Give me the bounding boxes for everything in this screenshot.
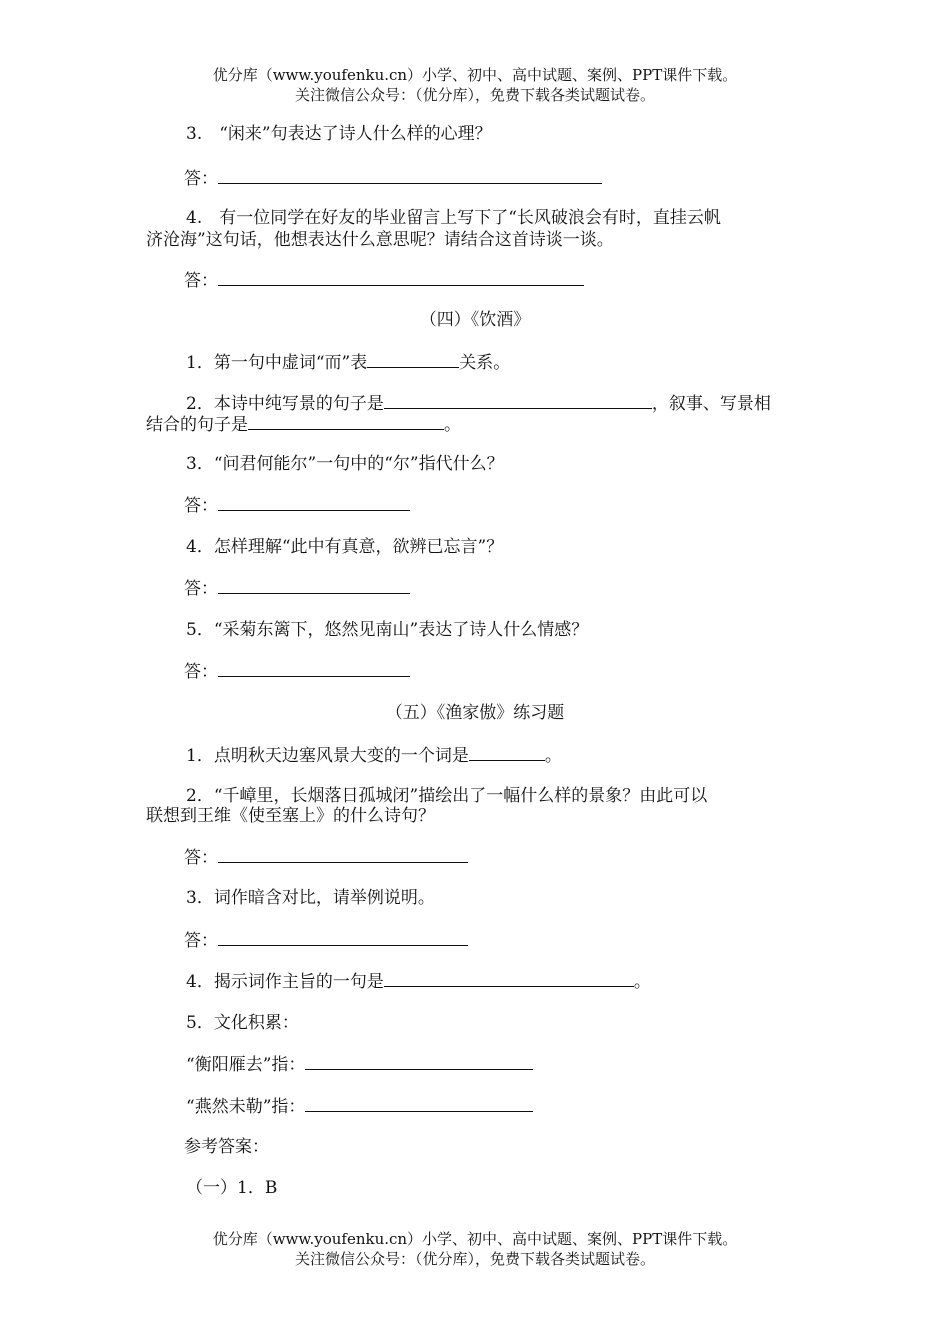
s4-q5-answer-row bbox=[184, 660, 410, 683]
s5-q2-answer-row bbox=[184, 846, 468, 869]
s5-question-3: 3．词作暗含对比，请举例说明。 bbox=[186, 888, 435, 908]
s3-q4-answer-blank[interactable] bbox=[218, 269, 584, 286]
s4-q4-answer-row bbox=[184, 577, 410, 600]
answer-label: 答： bbox=[184, 496, 218, 516]
s4-q2-blank-1[interactable] bbox=[384, 392, 652, 409]
s4-q2-blank-2[interactable] bbox=[248, 413, 444, 430]
s3-q4-answer-row bbox=[184, 269, 584, 292]
s4-q3-answer-row bbox=[184, 494, 410, 517]
answer-1: （一）1．B bbox=[186, 1178, 278, 1198]
s4-q4-answer-blank[interactable] bbox=[218, 577, 410, 594]
s3-q3-answer-row bbox=[184, 167, 602, 190]
s5-question-1 bbox=[186, 744, 562, 767]
header-line-2: 关注微信公众号：（优分库），免费下载各类试题试卷。 bbox=[294, 86, 655, 104]
s5-q2-answer-blank[interactable] bbox=[218, 846, 468, 863]
s5-q1-text: 1．点明秋天边塞风景大变的一个词是 bbox=[186, 746, 469, 766]
s4-q2-text-line2-end: 。 bbox=[444, 415, 461, 435]
answer-label: 答： bbox=[184, 662, 218, 682]
s4-q2-text: 2．本诗中纯写景的句子是 bbox=[186, 394, 384, 414]
s4-q2-text-mid: ，叙事、写景相 bbox=[651, 394, 771, 414]
s5-question-5: 5．文化积累： bbox=[186, 1013, 299, 1033]
s5-q3-answer-row bbox=[184, 929, 468, 952]
s4-question-2-line1 bbox=[186, 392, 771, 415]
header-line-1: 优分库（www.youfenku.cn）小学、初中、高中试题、案例、PPT课件下载。 bbox=[212, 66, 738, 84]
s5-q1-blank[interactable] bbox=[469, 744, 545, 761]
s4-question-5: 5．“采菊东篱下，悠然见南山”表达了诗人什么情感？ bbox=[186, 620, 589, 640]
s3-q3-answer-blank[interactable] bbox=[218, 167, 602, 184]
answer-label: 答： bbox=[184, 848, 218, 868]
s5-question-4 bbox=[186, 970, 651, 993]
s4-q3-answer-blank[interactable] bbox=[218, 494, 410, 511]
s5-q5b-row bbox=[186, 1095, 533, 1118]
s3-question-4-line1: 4. 有一位同学在好友的毕业留言上写下了“长风破浪会有时，直挂云帆 bbox=[186, 208, 721, 228]
s5-q1-text-end: 。 bbox=[544, 746, 562, 766]
s5-q4-text-end: 。 bbox=[633, 972, 651, 992]
s4-q2-text-line2: 结合的句子是 bbox=[146, 415, 248, 435]
section4-title: （四）《饮酒》 bbox=[419, 310, 531, 330]
footer-line-1: 优分库（www.youfenku.cn）小学、初中、高中试题、案例、PPT课件下载。 bbox=[212, 1230, 738, 1248]
s4-q1-text-end: 关系。 bbox=[459, 353, 511, 373]
answer-label: 答： bbox=[184, 271, 218, 291]
s4-q1-text: 1．第一句中虚词“而”表 bbox=[186, 353, 368, 373]
s3-question-3: 3. “闲来”句表达了诗人什么样的心理？ bbox=[186, 124, 492, 144]
s5-question-2-line1: 2．“千嶂里，长烟落日孤城闭”描绘出了一幅什么样的景象？由此可以 bbox=[186, 786, 708, 806]
s4-q5-answer-blank[interactable] bbox=[218, 660, 410, 677]
s5-q5a-blank[interactable] bbox=[305, 1053, 533, 1070]
section5-title: （五）《渔家傲》练习题 bbox=[385, 703, 565, 723]
s3-question-4-line2: 济沧海”这句话，他想表达什么意思呢？请结合这首诗谈一谈。 bbox=[146, 230, 614, 250]
s4-question-4: 4．怎样理解“此中有真意，欲辨已忘言”？ bbox=[186, 537, 504, 557]
answer-label: 答： bbox=[184, 579, 218, 599]
s5-q5a-row bbox=[186, 1053, 533, 1076]
s5-q4-blank[interactable] bbox=[384, 970, 634, 987]
s5-q5b-blank[interactable] bbox=[305, 1095, 533, 1112]
answers-title: 参考答案： bbox=[184, 1137, 269, 1157]
s5-q3-answer-blank[interactable] bbox=[218, 929, 468, 946]
s5-q5b-text: “燕然未勒”指： bbox=[186, 1097, 306, 1117]
footer-line-2: 关注微信公众号：（优分库），免费下载各类试题试卷。 bbox=[294, 1250, 655, 1268]
s4-q1-blank[interactable] bbox=[367, 351, 459, 368]
s4-question-1 bbox=[186, 351, 510, 374]
s4-question-3: 3．“问君何能尔”一句中的“尔”指代什么？ bbox=[186, 454, 504, 474]
s5-question-2-line2: 联想到王维《使至塞上》的什么诗句？ bbox=[146, 806, 435, 826]
answer-label: 答： bbox=[184, 931, 218, 951]
answer-label: 答： bbox=[184, 169, 218, 189]
s5-q4-text: 4．揭示词作主旨的一句是 bbox=[186, 972, 384, 992]
s4-question-2-line2 bbox=[146, 413, 461, 436]
s5-q5a-text: “衡阳雁去”指： bbox=[186, 1055, 306, 1075]
